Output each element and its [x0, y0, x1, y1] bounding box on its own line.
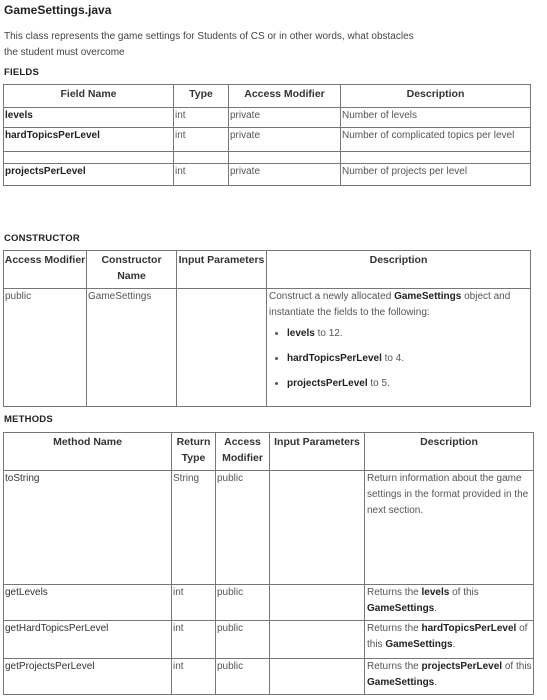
fields-section-label: FIELDS: [4, 67, 39, 78]
table-row: [4, 108, 531, 128]
method-access: public: [216, 659, 270, 695]
table-row: [4, 128, 531, 152]
method-access: public: [216, 621, 270, 659]
desc-text: Returns the: [367, 587, 422, 598]
method-return: int: [172, 585, 216, 621]
field-access: private: [229, 164, 341, 186]
spacer-row: [4, 152, 531, 164]
methods-table: [3, 432, 534, 695]
method-params: [270, 621, 365, 659]
ctor-header-description: Description: [267, 251, 531, 289]
bullet-value: to 12.: [314, 328, 343, 339]
method-description: Return information about the game settings in the format provided in the next section.: [365, 471, 534, 585]
method-return: String: [172, 471, 216, 585]
method-description: [365, 621, 534, 659]
page-title: GameSettings.java: [4, 3, 112, 17]
methods-header-name: Method Name: [4, 433, 172, 471]
method-return: int: [172, 659, 216, 695]
list-item: [287, 352, 530, 366]
field-name: levels: [4, 108, 174, 128]
bullet-field: levels: [287, 328, 315, 339]
method-return: int: [172, 621, 216, 659]
field-description: Number of levels: [341, 108, 531, 128]
field-description: Number of projects per level: [341, 164, 531, 186]
table-row: [4, 621, 534, 659]
fields-header-field-name: Field Name: [4, 85, 174, 108]
methods-header-description: Description: [365, 433, 534, 471]
method-description: [365, 659, 534, 695]
list-item: [287, 377, 530, 391]
desc-text-2: of this: [449, 587, 479, 598]
fields-header-type: Type: [174, 85, 229, 108]
desc-text-2: of this: [367, 623, 528, 650]
desc-field: hardTopicsPerLevel: [421, 623, 517, 634]
fields-table: [3, 84, 531, 186]
ctor-bullets: [269, 327, 530, 391]
ctor-header-access: Access Modifier: [4, 251, 87, 289]
class-description: This class represents the game settings for Students of CS or in other words, what obstacles the student must overcome: [4, 31, 414, 58]
table-row: [4, 585, 534, 621]
field-name: hardTopicsPerLevel: [4, 128, 174, 152]
desc-class: GameSettings: [367, 603, 435, 614]
methods-header-return: Return Type: [172, 433, 216, 471]
table-row: [4, 659, 534, 695]
methods-section-label: METHODS: [4, 414, 53, 425]
method-params: [270, 585, 365, 621]
bullet-value: to 4.: [381, 353, 405, 364]
ctor-name: GameSettings: [87, 289, 177, 407]
field-type: int: [174, 164, 229, 186]
bullet-value: to 5.: [367, 378, 390, 389]
ctor-desc-text: Construct a newly allocated: [269, 291, 395, 302]
methods-header-row: [4, 433, 534, 471]
ctor-header-name: Constructor Name: [87, 251, 177, 289]
ctor-access: public: [4, 289, 87, 407]
desc-text: Returns the: [367, 623, 422, 634]
ctor-header-params: Input Parameters: [177, 251, 267, 289]
constructor-section-label: CONSTRUCTOR: [4, 233, 80, 244]
desc-field: levels: [421, 587, 450, 598]
method-access: public: [216, 585, 270, 621]
desc-text: Returns the: [367, 661, 422, 672]
ctor-desc-class: GameSettings: [394, 291, 462, 302]
field-access: private: [229, 108, 341, 128]
table-row: [4, 471, 534, 585]
method-params: [270, 471, 365, 585]
table-row: [4, 289, 531, 407]
ctor-desc-text-2: object and instantiate the fields to the following:: [269, 291, 511, 318]
method-access: public: [216, 471, 270, 585]
list-item: [287, 327, 530, 341]
ctor-description: [267, 289, 531, 407]
fields-header-description: Description: [341, 85, 531, 108]
field-name: projectsPerLevel: [4, 164, 174, 186]
fields-header-access: Access Modifier: [229, 85, 341, 108]
fields-header-row: [4, 85, 531, 108]
desc-text-3: .: [434, 603, 438, 614]
method-params: [270, 659, 365, 695]
constructor-header-row: [4, 251, 531, 289]
bullet-field: hardTopicsPerLevel: [287, 353, 382, 364]
ctor-params: [177, 289, 267, 407]
desc-text-2: of this: [502, 661, 532, 672]
bullet-field: projectsPerLevel: [287, 378, 368, 389]
desc-text-3: .: [452, 639, 456, 650]
constructor-table: [3, 250, 531, 407]
method-name: getLevels: [4, 585, 172, 621]
method-name: toString: [4, 471, 172, 585]
field-description: Number of complicated topics per level: [341, 128, 531, 152]
field-type: int: [174, 128, 229, 152]
table-row: [4, 164, 531, 186]
methods-header-access: Access Modifier: [216, 433, 270, 471]
desc-class: GameSettings: [367, 677, 435, 688]
desc-text-3: .: [434, 677, 438, 688]
method-name: getHardTopicsPerLevel: [4, 621, 172, 659]
method-description: [365, 585, 534, 621]
desc-field: projectsPerLevel: [421, 661, 503, 672]
method-name: getProjectsPerLevel: [4, 659, 172, 695]
field-access: private: [229, 128, 341, 152]
methods-header-params: Input Parameters: [270, 433, 365, 471]
field-type: int: [174, 108, 229, 128]
desc-class: GameSettings: [385, 639, 453, 650]
